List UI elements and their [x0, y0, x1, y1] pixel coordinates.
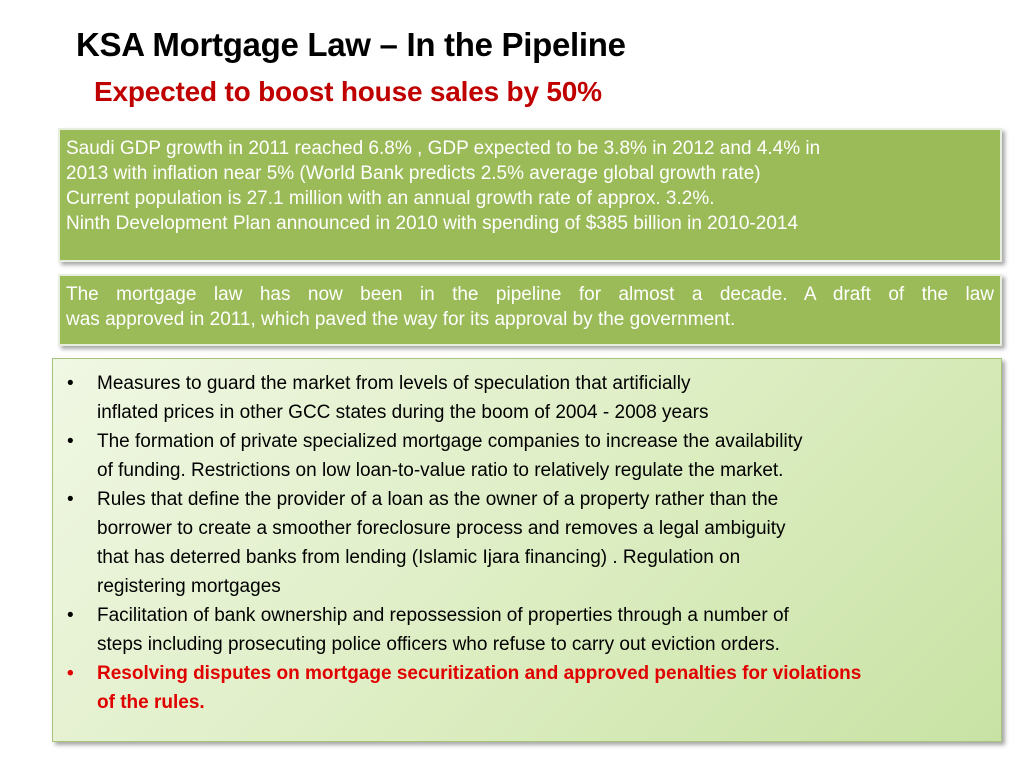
bullet-marker: • — [67, 663, 74, 684]
bullet-marker: • — [67, 489, 74, 510]
bullet-marker: • — [67, 373, 74, 394]
measure-text: inflated prices in other GCC states during the boom of 2004 - 2008 years — [97, 402, 709, 423]
measures-list — [63, 369, 995, 717]
mortgage-law-status-box — [58, 274, 1002, 346]
measure-text: Rules that define the provider of a loan as the owner of a property rather than the — [97, 489, 779, 510]
measure-text: of funding. Restrictions on low loan-to-value ratio to relatively regulate the market. — [97, 460, 784, 481]
measures-box — [52, 358, 1002, 742]
measure-text: Measures to guard the market from levels of speculation that artificially — [97, 373, 691, 394]
measure-text: borrower to create a smoother foreclosure process and removes a legal ambiguity — [97, 518, 786, 539]
measure-text: steps including prosecuting police officers who refuse to carry out eviction orders. — [97, 634, 780, 655]
measure-text: of the rules. — [97, 692, 205, 713]
slide-subtitle: Expected to boost house sales by 50% — [94, 76, 602, 107]
measure-item-highlighted — [63, 659, 995, 717]
measure-text: that has deterred banks from lending (Islamic Ijara financing) . Regulation on — [97, 547, 741, 568]
bullet-marker: • — [67, 605, 74, 626]
mortgage-law-status-line: The mortgage law has now been in the pipeline for almost a decade. A draft of the law — [66, 284, 994, 305]
measure-text: Facilitation of bank ownership and repossession of properties through a number of — [97, 605, 789, 626]
measure-text: The formation of private specialized mortgage companies to increase the availability — [97, 431, 803, 452]
measure-item — [63, 601, 995, 659]
economic-fact-line: Ninth Development Plan announced in 2010 with spending of $385 billion in 2010-2014 — [66, 213, 799, 234]
measure-item — [63, 369, 995, 427]
economic-fact-line: Current population is 27.1 million with an annual growth rate of approx. 3.2%. — [66, 188, 715, 209]
mortgage-law-status-line: was approved in 2011, which paved the way for its approval by the government. — [66, 309, 736, 330]
measure-item — [63, 427, 995, 485]
measure-item — [63, 485, 995, 601]
measure-text: registering mortgages — [97, 576, 281, 597]
bullet-marker: • — [67, 431, 74, 452]
economic-facts-box — [58, 128, 1002, 262]
economic-fact-line: Saudi GDP growth in 2011 reached 6.8% , GDP expected to be 3.8% in 2012 and 4.4% in — [66, 138, 821, 159]
economic-fact-line: 2013 with inflation near 5% (World Bank predicts 2.5% average global growth rate) — [66, 163, 761, 184]
slide-title: KSA Mortgage Law – In the Pipeline — [76, 26, 626, 63]
measure-text: Resolving disputes on mortgage securitization and approved penalties for violations — [97, 663, 862, 684]
